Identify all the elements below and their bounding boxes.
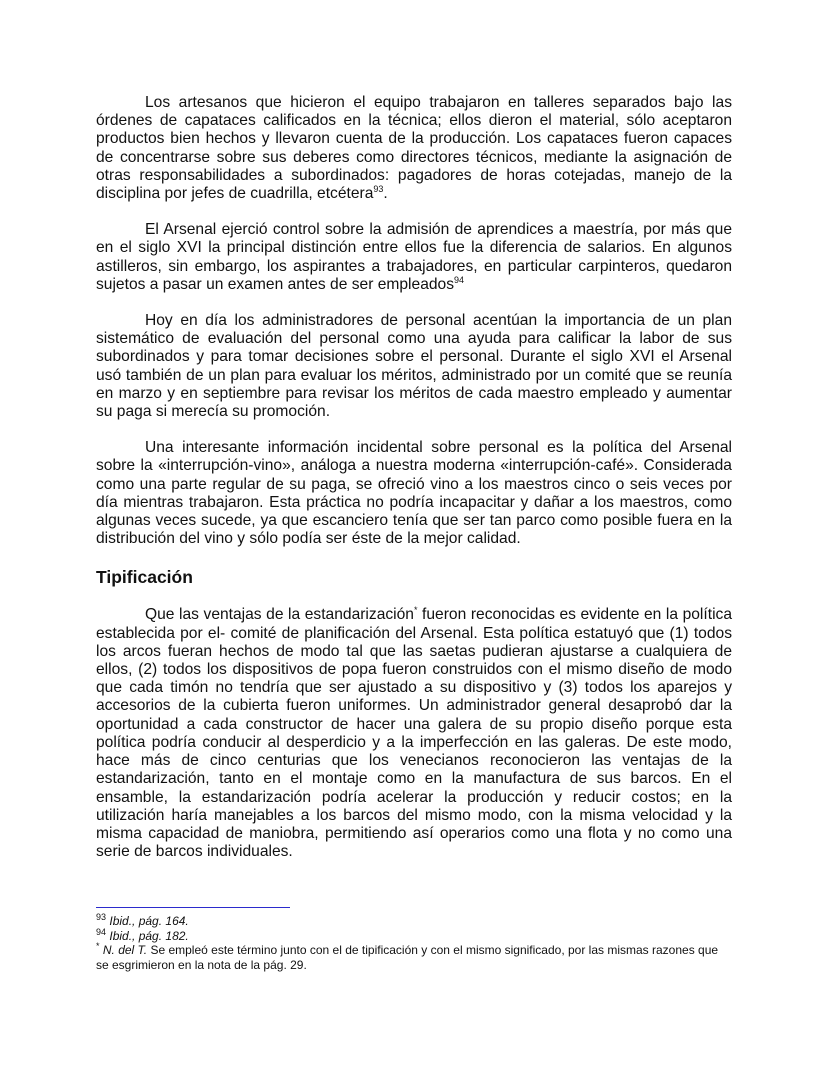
paragraph-text: Hoy en día los administradores de personal acentúan la importancia de un plan sistemático de evaluación del personal como una ayuda para calificar la labor de sus subordinados y para tomar decisiones sobre el personal. Durante el siglo XVI el Arsenal usó también de un plan para evaluar los méritos, administrado por un comité que se reunía en marzo y en septiembre para revisar los méritos de cada maestro empleado y aumentar su paga si merecía su promoción. <box>96 312 732 421</box>
paragraph-text: Una interesante información incidental sobre personal es la política del Arsenal sobre la «interrupción-vino», análoga a nuestra moderna «interrupción-café». Considerada como una parte regular de su paga, se ofreció vino a los maestros cinco o seis veces por día mientras trabajaron. Esta práctica no podría incapacitar y dañar a los maestros, como algunas veces sucede, ya que escanciero tenía que ser tan parco como posible fuera en la distribución del vino y sólo podía ser éste de la mejor calidad. <box>96 439 732 548</box>
footnote-translator <box>96 943 732 972</box>
paragraph-evaluacion <box>96 312 732 421</box>
footnote-ref-asterisk[interactable]: * <box>413 605 418 616</box>
footnote-mark: 93 <box>96 912 107 922</box>
footnote-text: Se empleó este término junto con el de tipificación y con el mismo significado, por las mismas razones que se esgrimieron en la nota de la pág. 29. <box>96 943 719 972</box>
paragraph-artesanos: Los artesanos que hicieron el equipo trabajaron en talleres separados bajo las órdenes de capataces calificados en la técnica; ellos dieron el material, sólo aceptaron productos bien hechos y llevaron cuenta de la producción. Los capataces fueron capaces de concentrarse sobre sus deberes como directores técnicos, mediante la asignación de otras responsabilidades a subordinados: pagadores de horas cotejadas, manejo de la disciplina por jefes de cuadrilla, etcétera$^{93}$. <box>96 94 732 203</box>
footnotes <box>96 914 732 972</box>
footnote-lead: N. del T. <box>102 943 148 957</box>
footnote-ref-94[interactable]: 94 <box>454 274 465 285</box>
page-body <box>96 94 732 879</box>
footnote-ref-93[interactable]: 93 <box>373 183 384 194</box>
footnote-text: Ibid., pág. 164. <box>109 914 189 928</box>
paragraph-admision <box>96 221 732 294</box>
paragraph-estandarizacion <box>96 606 732 861</box>
section-heading: Tipificación <box>96 567 193 588</box>
paragraph-text: Los artesanos que hicieron el equipo trabajaron en talleres separados bajo las órdenes de capataces calificados en la técnica; ellos dieron el material, sólo aceptaron productos bien hechos y llevaron cuenta de la producción. Los capataces fueron capaces de concentrarse sobre sus deberes como directores técnicos, mediante la asignación de otras responsabilidades a subordinados: pagadores de horas cotejadas, manejo de la disciplina por jefes de cuadrilla, etcétera <box>96 94 732 203</box>
footnote-93 <box>96 914 732 929</box>
footnote-mark: 94 <box>96 926 107 937</box>
paragraph-text-start: Que las ventajas de la estandarización <box>145 606 414 624</box>
paragraph-interrupcion-vino <box>96 439 732 548</box>
footnote-94 <box>96 926 732 944</box>
footnote-mark: * <box>96 941 100 951</box>
footnote-divider <box>96 907 290 908</box>
paragraph-text: El Arsenal ejerció control sobre la admisión de aprendices a maestría, por más que en el siglo XVI la principal distinción entre ellos fue la diferencia de salarios. En algunos astilleros, sin embargo, los aspirantes a trabajadores, en particular carpinteros, quedaron sujetos a pasar un examen antes de ser empleados <box>96 221 732 293</box>
footnote-text: Ibid., pág. 182. <box>109 928 189 943</box>
paragraph-text-rest: fueron reconocidas es evidente en la política establecida por el- comité de planificación del Arsenal. Esta política estatuyó que (1) todos los arcos fueran hechos de modo tal que las saetas pudieran ajustarse a cualquiera de ellos, (2) todos los dispositivos de popa fueron construidos con el mismo diseño de modo que cada timón no tendría que ser ajustado a su dispositivo y (3) todos los aparejos y accesorios de la cubierta fueron uniformes. Un administrador general desaprobó dar la oportunidad a cada constructor de hacer una galera de su propio diseño porque esta política podría conducir al desperdicio y a la imperfección en las galeras. De este modo, hace más de cinco centurias que los venecianos reconocieron las ventajas de la estandarización, tanto en el montaje como en la manufactura de sus barcos. En el ensamble, la estandarización podría acelerar la producción y reducir costos; en la utilización haría manejables a los barcos del mismo modo, con la misma velocidad y la misma capacidad de maniobra, permitiendo así operarios como una flota y no como una serie de barcos individuales. <box>96 606 732 861</box>
